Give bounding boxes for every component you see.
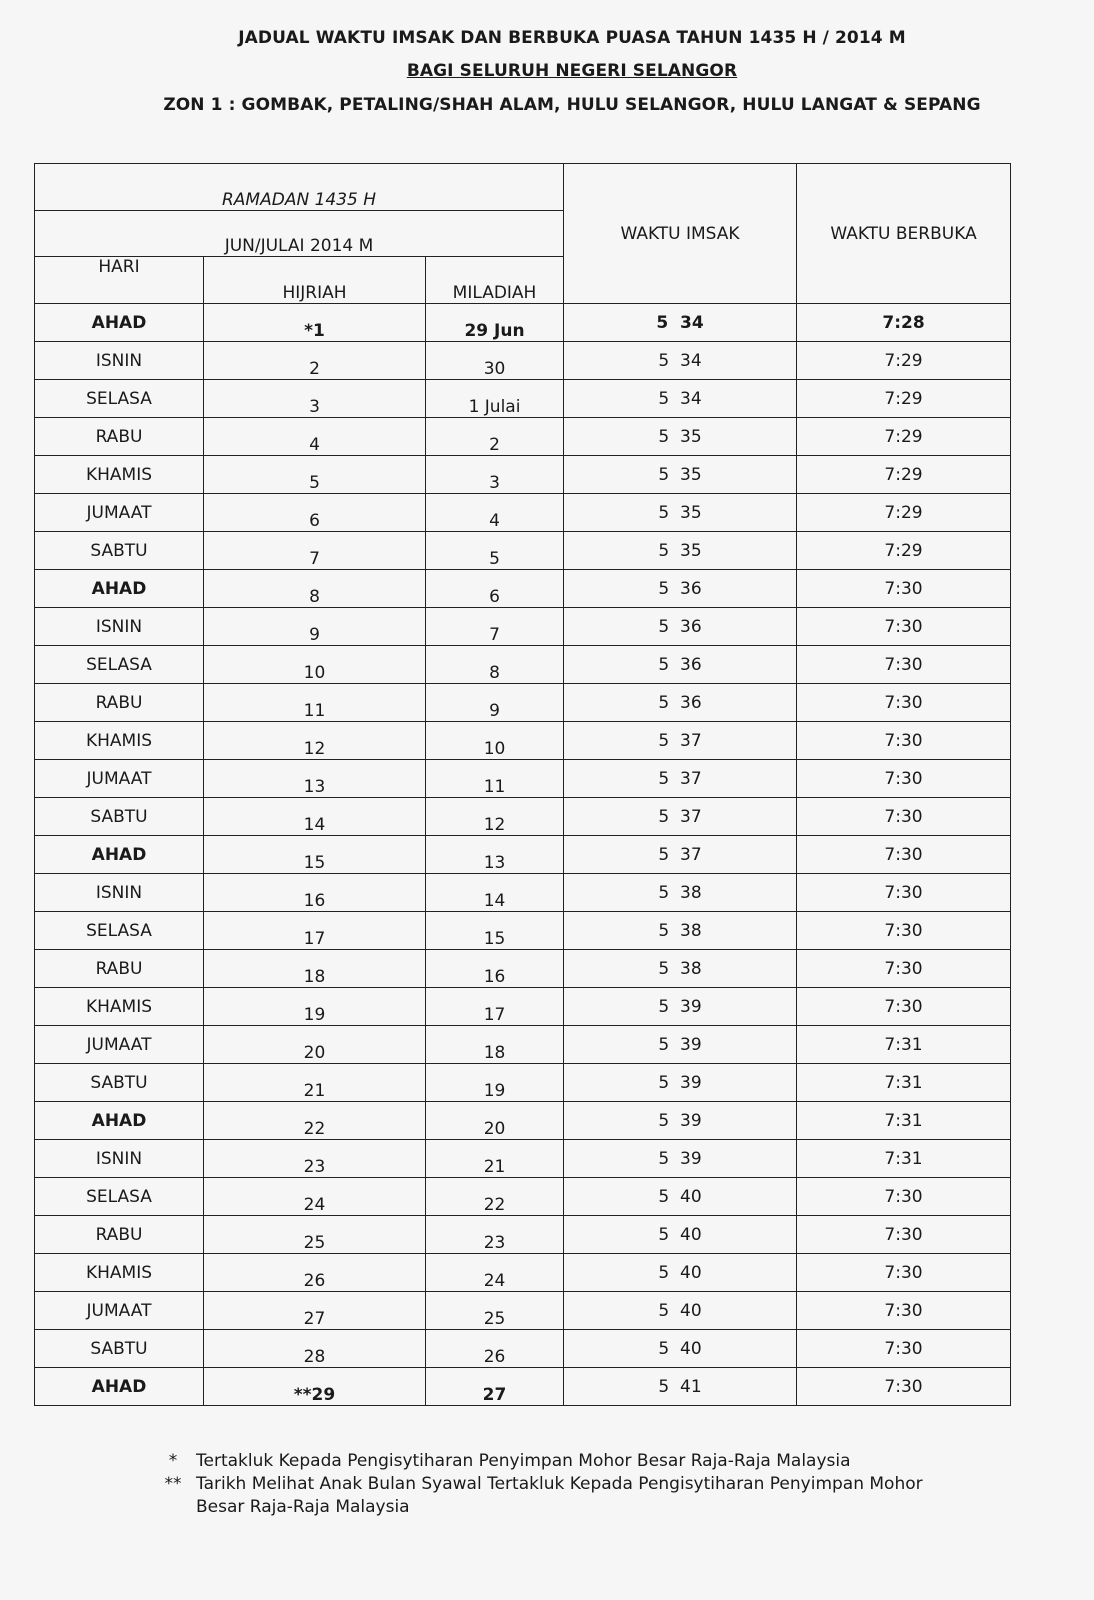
miladiah-cell: 10: [426, 722, 564, 760]
hijriah-cell: 13: [204, 760, 426, 798]
hijriah-cell: 2: [204, 342, 426, 380]
hijriah-header: HIJRIAH: [204, 257, 426, 304]
hari-cell: RABU: [35, 684, 204, 722]
footnote-mark: **: [164, 1474, 182, 1494]
table-row: [35, 646, 1011, 684]
hijriah-cell: 6: [204, 494, 426, 532]
hijriah-cell: **29: [204, 1368, 426, 1406]
miladiah-cell: 30: [426, 342, 564, 380]
hijriah-cell: 7: [204, 532, 426, 570]
hijriah-cell: 5: [204, 456, 426, 494]
hari-cell: JUMAAT: [35, 760, 204, 798]
imsak-cell: 5 37: [564, 760, 797, 798]
miladiah-cell: 17: [426, 988, 564, 1026]
berbuka-cell: 7:30: [797, 608, 1011, 646]
imsak-cell: 5 36: [564, 684, 797, 722]
miladiah-cell: 6: [426, 570, 564, 608]
hijriah-cell: 8: [204, 570, 426, 608]
miladiah-cell: 14: [426, 874, 564, 912]
table-row: [35, 1216, 1011, 1254]
miladiah-cell: 25: [426, 1292, 564, 1330]
imsak-cell: 5 41: [564, 1368, 797, 1406]
berbuka-cell: 7:30: [797, 988, 1011, 1026]
imsak-cell: 5 34: [564, 342, 797, 380]
hari-cell: ISNIN: [35, 608, 204, 646]
hijriah-cell: 21: [204, 1064, 426, 1102]
document-title: JADUAL WAKTU IMSAK DAN BERBUKA PUASA TAHUN 1435 H / 2014 M: [238, 28, 906, 48]
miladiah-cell: 8: [426, 646, 564, 684]
miladiah-cell: 11: [426, 760, 564, 798]
document-subtitle: BAGI SELURUH NEGERI SELANGOR: [406, 61, 738, 81]
hari-cell: AHAD: [35, 1368, 204, 1406]
hari-cell: ISNIN: [35, 342, 204, 380]
table-row: [35, 1178, 1011, 1216]
imsak-cell: 5 40: [564, 1178, 797, 1216]
miladiah-cell: 26: [426, 1330, 564, 1368]
table-row: [35, 1102, 1011, 1140]
miladiah-cell: 24: [426, 1254, 564, 1292]
berbuka-cell: 7:30: [797, 798, 1011, 836]
table-row: [35, 494, 1011, 532]
table-row: [35, 418, 1011, 456]
imsak-cell: 5 36: [564, 570, 797, 608]
berbuka-cell: 7:31: [797, 1064, 1011, 1102]
miladiah-cell: 4: [426, 494, 564, 532]
hijriah-cell: 4: [204, 418, 426, 456]
imsak-cell: 5 38: [564, 950, 797, 988]
month-header: JUN/JULAI 2014 M: [35, 211, 564, 257]
berbuka-cell: 7:29: [797, 380, 1011, 418]
hari-header: HARI: [35, 257, 204, 304]
imsak-cell: 5 39: [564, 1026, 797, 1064]
hari-cell: RABU: [35, 418, 204, 456]
table-row: [35, 380, 1011, 418]
berbuka-cell: 7:30: [797, 1368, 1011, 1406]
imsak-cell: 5 38: [564, 912, 797, 950]
berbuka-cell: 7:30: [797, 1330, 1011, 1368]
table-row: [35, 760, 1011, 798]
berbuka-cell: 7:29: [797, 456, 1011, 494]
hijriah-cell: 14: [204, 798, 426, 836]
table-row: [35, 684, 1011, 722]
imsak-cell: 5 40: [564, 1330, 797, 1368]
berbuka-cell: 7:30: [797, 646, 1011, 684]
hijriah-cell: 25: [204, 1216, 426, 1254]
hari-cell: SABTU: [35, 1064, 204, 1102]
zone-label: ZON 1 : GOMBAK, PETALING/SHAH ALAM, HULU SELANGOR, HULU LANGAT & SEPANG: [163, 95, 981, 115]
miladiah-cell: 1 Julai: [426, 380, 564, 418]
hijriah-cell: 16: [204, 874, 426, 912]
hari-cell: AHAD: [35, 1102, 204, 1140]
berbuka-cell: 7:30: [797, 684, 1011, 722]
hijriah-cell: 28: [204, 1330, 426, 1368]
miladiah-cell: 7: [426, 608, 564, 646]
hari-cell: ISNIN: [35, 874, 204, 912]
miladiah-cell: 5: [426, 532, 564, 570]
hari-cell: AHAD: [35, 570, 204, 608]
berbuka-cell: 7:30: [797, 1292, 1011, 1330]
berbuka-cell: 7:30: [797, 722, 1011, 760]
berbuka-cell: 7:29: [797, 418, 1011, 456]
miladiah-cell: 12: [426, 798, 564, 836]
berbuka-header: WAKTU BERBUKA: [797, 164, 1011, 304]
schedule-table: [34, 163, 1011, 1406]
footnote-1: [150, 1450, 976, 1473]
hijriah-cell: 18: [204, 950, 426, 988]
miladiah-cell: 21: [426, 1140, 564, 1178]
footnotes: [150, 1450, 976, 1519]
table-row: [35, 1330, 1011, 1368]
table-row: [35, 1368, 1011, 1406]
hari-cell: JUMAAT: [35, 494, 204, 532]
imsak-cell: 5 37: [564, 798, 797, 836]
hari-cell: KHAMIS: [35, 988, 204, 1026]
footnote-mark: *: [168, 1451, 178, 1471]
imsak-cell: 5 39: [564, 1064, 797, 1102]
footnote-2: [150, 1473, 976, 1519]
berbuka-cell: 7:29: [797, 494, 1011, 532]
hijriah-cell: 9: [204, 608, 426, 646]
miladiah-cell: 23: [426, 1216, 564, 1254]
table-row: [35, 570, 1011, 608]
hijriah-cell: 26: [204, 1254, 426, 1292]
imsak-cell: 5 34: [564, 304, 797, 342]
hari-cell: KHAMIS: [35, 1254, 204, 1292]
imsak-cell: 5 35: [564, 494, 797, 532]
hari-cell: ISNIN: [35, 1140, 204, 1178]
imsak-header: WAKTU IMSAK: [564, 164, 797, 304]
berbuka-cell: 7:30: [797, 836, 1011, 874]
table-row: [35, 912, 1011, 950]
berbuka-cell: 7:30: [797, 570, 1011, 608]
imsak-cell: 5 40: [564, 1292, 797, 1330]
imsak-cell: 5 40: [564, 1216, 797, 1254]
hijriah-cell: 23: [204, 1140, 426, 1178]
footnote-text: Tarikh Melihat Anak Bulan Syawal Tertakluk Kepada Pengisytiharan Penyimpan Mohor Besar Raja-Raja Malaysia: [196, 1474, 923, 1517]
hari-cell: RABU: [35, 950, 204, 988]
imsak-cell: 5 35: [564, 418, 797, 456]
imsak-cell: 5 35: [564, 532, 797, 570]
miladiah-cell: 18: [426, 1026, 564, 1064]
table-row: [35, 304, 1011, 342]
imsak-cell: 5 35: [564, 456, 797, 494]
miladiah-header: MILADIAH: [426, 257, 564, 304]
hari-cell: AHAD: [35, 304, 204, 342]
miladiah-cell: 29 Jun: [426, 304, 564, 342]
hijriah-cell: 24: [204, 1178, 426, 1216]
hijriah-cell: 3: [204, 380, 426, 418]
imsak-cell: 5 37: [564, 836, 797, 874]
table-row: [35, 456, 1011, 494]
schedule-body: [35, 304, 1011, 1406]
miladiah-cell: 22: [426, 1178, 564, 1216]
hijriah-cell: 15: [204, 836, 426, 874]
hari-cell: KHAMIS: [35, 456, 204, 494]
berbuka-cell: 7:30: [797, 1216, 1011, 1254]
hijriah-cell: 19: [204, 988, 426, 1026]
berbuka-cell: 7:30: [797, 874, 1011, 912]
hari-cell: AHAD: [35, 836, 204, 874]
table-row: [35, 532, 1011, 570]
hijriah-cell: 12: [204, 722, 426, 760]
hari-cell: KHAMIS: [35, 722, 204, 760]
table-row: [35, 342, 1011, 380]
imsak-cell: 5 36: [564, 608, 797, 646]
hari-cell: SABTU: [35, 798, 204, 836]
miladiah-cell: 19: [426, 1064, 564, 1102]
table-row: [35, 1140, 1011, 1178]
imsak-cell: 5 36: [564, 646, 797, 684]
berbuka-cell: 7:30: [797, 760, 1011, 798]
imsak-cell: 5 37: [564, 722, 797, 760]
imsak-cell: 5 40: [564, 1254, 797, 1292]
hari-cell: JUMAAT: [35, 1026, 204, 1064]
hari-cell: SELASA: [35, 646, 204, 684]
miladiah-cell: 9: [426, 684, 564, 722]
imsak-cell: 5 39: [564, 1102, 797, 1140]
ramadan-header: RAMADAN 1435 H: [35, 164, 564, 211]
berbuka-cell: 7:29: [797, 342, 1011, 380]
hijriah-cell: 10: [204, 646, 426, 684]
hijriah-cell: 17: [204, 912, 426, 950]
hari-cell: SABTU: [35, 532, 204, 570]
berbuka-cell: 7:29: [797, 532, 1011, 570]
miladiah-cell: 13: [426, 836, 564, 874]
table-row: [35, 988, 1011, 1026]
berbuka-cell: 7:28: [797, 304, 1011, 342]
hijriah-cell: 11: [204, 684, 426, 722]
hijriah-cell: 20: [204, 1026, 426, 1064]
miladiah-cell: 2: [426, 418, 564, 456]
table-row: [35, 1254, 1011, 1292]
hari-cell: RABU: [35, 1216, 204, 1254]
hari-cell: SELASA: [35, 380, 204, 418]
berbuka-cell: 7:31: [797, 1026, 1011, 1064]
hari-cell: SELASA: [35, 912, 204, 950]
hari-cell: JUMAAT: [35, 1292, 204, 1330]
berbuka-cell: 7:30: [797, 912, 1011, 950]
hari-cell: SABTU: [35, 1330, 204, 1368]
hijriah-cell: 27: [204, 1292, 426, 1330]
footnote-text: Tertakluk Kepada Pengisytiharan Penyimpan Mohor Besar Raja-Raja Malaysia: [196, 1451, 851, 1471]
table-row: [35, 950, 1011, 988]
table-row: [35, 1026, 1011, 1064]
table-row: [35, 1064, 1011, 1102]
hijriah-cell: *1: [204, 304, 426, 342]
imsak-cell: 5 34: [564, 380, 797, 418]
imsak-cell: 5 39: [564, 988, 797, 1026]
miladiah-cell: 20: [426, 1102, 564, 1140]
table-row: [35, 608, 1011, 646]
berbuka-cell: 7:30: [797, 1178, 1011, 1216]
berbuka-cell: 7:31: [797, 1102, 1011, 1140]
imsak-cell: 5 39: [564, 1140, 797, 1178]
miladiah-cell: 15: [426, 912, 564, 950]
miladiah-cell: 16: [426, 950, 564, 988]
table-row: [35, 798, 1011, 836]
hari-cell: SELASA: [35, 1178, 204, 1216]
table-row: [35, 722, 1011, 760]
berbuka-cell: 7:30: [797, 1254, 1011, 1292]
miladiah-cell: 3: [426, 456, 564, 494]
miladiah-cell: 27: [426, 1368, 564, 1406]
table-row: [35, 836, 1011, 874]
table-row: [35, 1292, 1011, 1330]
table-row: [35, 874, 1011, 912]
imsak-cell: 5 38: [564, 874, 797, 912]
berbuka-cell: 7:31: [797, 1140, 1011, 1178]
berbuka-cell: 7:30: [797, 950, 1011, 988]
hijriah-cell: 22: [204, 1102, 426, 1140]
